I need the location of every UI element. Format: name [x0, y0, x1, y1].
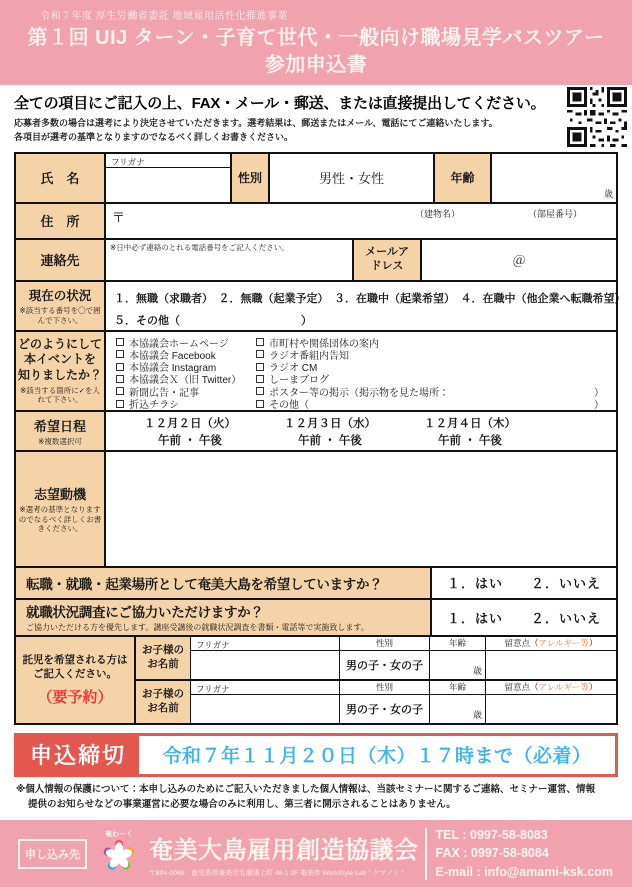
organization-block — [149, 830, 419, 877]
child-name-input[interactable] — [191, 695, 339, 723]
row-address — [16, 202, 616, 238]
selection-note-1: 応募者多数の場合は選考により決定させていただきます。選考結果は、郵送またはメール、電話にてご連絡いたします。 — [14, 118, 498, 128]
address-input[interactable] — [106, 204, 616, 238]
checkbox-item[interactable]: ポスター等の掲示（掲示物を見た場所： ） — [256, 385, 610, 397]
status-options[interactable] — [106, 282, 626, 330]
name-cell — [106, 154, 230, 202]
selection-notes — [14, 117, 554, 145]
form-body — [0, 85, 632, 725]
child-name-input[interactable] — [191, 651, 339, 679]
child-age-label: 年齢 — [429, 637, 485, 650]
contact-info — [436, 826, 614, 880]
checkbox-item[interactable]: 本協議会ホームページ — [116, 336, 256, 348]
child-row-1 — [136, 637, 616, 679]
date-option[interactable]: １２月２日（火） 午前 ・ 午後 — [144, 417, 236, 448]
checkbox-item[interactable]: 新聞広告・記事 — [116, 385, 256, 397]
age-label: 年齢 — [433, 154, 490, 202]
checkbox-icon[interactable] — [256, 363, 264, 371]
child-grid — [191, 637, 616, 679]
room-number-label: （部屋番号） — [527, 208, 582, 219]
deadline-label: 申込締切 — [17, 736, 139, 774]
row-motivation — [16, 450, 616, 566]
row-how-found — [16, 330, 616, 410]
child-notes-label: 留意点（ アレルギー等 ） — [485, 681, 616, 694]
checkbox-icon[interactable] — [116, 338, 124, 346]
how-found-col1 — [116, 336, 256, 412]
status-note: ※該当する番号を〇で囲んで下さい。 — [19, 306, 101, 325]
question-survey-note: ご協力いただける方を優先します。講座受講後の就職状況調査を書類・電話等で実施致します。 — [26, 623, 369, 633]
age-input[interactable] — [490, 154, 616, 202]
checkbox-icon[interactable] — [116, 350, 124, 358]
flower-logo-icon — [102, 839, 136, 873]
child-furigana-label: フリガナ — [196, 683, 230, 694]
logo-brand-label: 奄わーく — [105, 831, 133, 838]
checkbox-icon[interactable] — [256, 350, 264, 358]
qr-code — [567, 87, 627, 147]
how-found-options — [106, 332, 616, 410]
row-name — [16, 154, 616, 202]
row-question-survey — [16, 598, 616, 635]
deadline-value: 令和７年１１月２０日（木）１７時まで（必着） — [162, 746, 592, 768]
motivation-note: ※選考の基準となりますのでなるべく詳しくお書きください。 — [18, 504, 102, 534]
child-body-strip — [191, 695, 616, 723]
child-name-label: お子様の お名前 — [136, 681, 191, 723]
header-banner — [0, 0, 632, 85]
child-body-strip — [191, 651, 616, 679]
form-table — [14, 152, 626, 725]
date-option[interactable]: １２月４日（木） 午前 ・ 午後 — [424, 417, 516, 448]
gender-label: 性別 — [230, 154, 268, 202]
checkbox-icon[interactable] — [116, 387, 124, 395]
row-contact — [16, 238, 616, 280]
organization-name: 奄美大島雇用創造協議会 — [149, 837, 419, 864]
question-survey-label: 就職状況調査にご協力いただけますか？ ご協力いただける方を優先します。講座受講後の就職状況調査を書類・電話等で実施致します。 — [16, 600, 432, 635]
question-amami-label: 転職・就職・起業場所として奄美大島を希望していますか？ — [16, 568, 432, 598]
address-label: 住 所 — [16, 204, 106, 238]
schedule-label: 希望日程 ※複数選択可 — [16, 412, 106, 450]
email-label: メールア ドレス — [352, 240, 420, 280]
program-subtitle: 令和７年度 厚生労働省委託 地域雇用活性化推進事業 — [40, 11, 289, 22]
how-found-label: どのようにして 本イベントを 知りましたか？ ※該当する箇所に✓を入れて下さい。 — [16, 332, 106, 410]
child-row-2 — [136, 679, 616, 723]
schedule-options — [106, 412, 616, 450]
footer-divider — [425, 828, 427, 880]
checkbox-item[interactable]: その他（ ） — [256, 397, 610, 409]
status-label: 現在の状況 ※該当する番号を〇で囲んで下さい。 — [16, 282, 106, 330]
email-address: E-mail : info@amami-ksk.com — [435, 864, 614, 879]
checkbox-item[interactable]: ラジオ番組内告知 — [256, 348, 610, 360]
postal-mark: 〒 — [112, 209, 126, 225]
logo-block — [93, 829, 145, 878]
name-label: 氏 名 — [16, 154, 106, 202]
checkbox-item[interactable]: しーまブログ — [256, 373, 610, 385]
fax-number: FAX : 0997-58-8084 — [435, 846, 549, 861]
checkbox-item[interactable]: 本協議会 Instagram — [116, 360, 256, 372]
contact-label: 連絡先 — [16, 240, 106, 280]
child-age-input[interactable]: 歳 — [429, 651, 485, 679]
date-option[interactable]: １２月３日（水） 午前 ・ 午後 — [284, 417, 376, 448]
gender-options[interactable]: 男性・女性 — [268, 154, 433, 202]
row-question-amami — [16, 566, 616, 598]
status-options-line2: ５．その他（ ） — [114, 314, 312, 327]
question-survey-answer[interactable]: １．はい ２．いいえ — [446, 610, 601, 626]
checkbox-item[interactable]: 本協議会Ｘ（旧 Twitter） — [116, 373, 256, 385]
phone-note: ※日中必ず連絡のとれる電話番号をご記入ください。 — [110, 242, 289, 252]
childcare-rows — [136, 637, 616, 723]
motivation-input[interactable] — [106, 452, 616, 566]
age-unit: 歳 — [603, 188, 613, 199]
checkbox-item[interactable]: 折込チラシ — [116, 397, 256, 409]
selection-note-2: 各項目が選考の基準となりますのでなるべく詳しくお書きください。 — [14, 131, 294, 142]
checkbox-icon[interactable] — [256, 400, 264, 408]
checkbox-item[interactable]: 本協議会 Facebook — [116, 348, 256, 360]
checkbox-icon[interactable] — [256, 387, 264, 395]
child-notes-label: 留意点（ アレルギー等 ） — [485, 637, 616, 650]
child-furigana-label: フリガナ — [196, 639, 230, 650]
organization-address: 〒894-0068 鹿児島県奄美市名瀬浦上町 48-1 2F 奄美市 WorkStyle Lab ” クマノミ ” — [149, 870, 404, 877]
page-title — [0, 25, 632, 79]
child-notes-input[interactable] — [485, 695, 616, 723]
name-input[interactable] — [106, 168, 230, 202]
page-title-line1: 第１回 UIJ ターン・子育て世代・一般向け職場見学バスツアー — [27, 27, 605, 49]
child-grid — [191, 681, 616, 723]
page-title-line2: 参加申込書 — [264, 54, 368, 76]
checkbox-icon[interactable] — [256, 375, 264, 383]
status-options-line1: １．無職（求職者） ２．無職（起業予定） ３．在職中（起業希望） ４．在職中（他企業へ転職希望） — [114, 292, 626, 305]
child-header-strip — [191, 637, 616, 651]
privacy-line2: 提供のお知らせなどの事業運営に必要な場合のみに利用し、第三者に開示されることはありません。 — [28, 798, 456, 810]
child-gender-options[interactable]: 男の子・女の子 — [339, 651, 429, 679]
footer-banner — [0, 820, 632, 887]
child-header-strip — [191, 681, 616, 695]
checkbox-item[interactable]: ラジオ CM — [256, 360, 610, 372]
child-age-input[interactable]: 歳 — [429, 695, 485, 723]
how-found-note: ※該当する箇所に✓を入れて下さい。 — [19, 385, 101, 405]
row-childcare — [16, 635, 616, 723]
tel-number: TEL : 0997-58-8083 — [435, 828, 548, 843]
furigana-label: フリガナ — [106, 154, 230, 168]
apply-to-badge: 申し込み先 — [18, 839, 87, 869]
phone-input[interactable] — [106, 240, 352, 280]
schedule-note: ※複数選択可 — [38, 436, 82, 446]
checkbox-icon[interactable] — [116, 375, 124, 383]
child-name-label: お子様の お名前 — [136, 637, 191, 679]
child-notes-input[interactable] — [485, 651, 616, 679]
how-found-col2 — [256, 336, 610, 412]
checkbox-icon[interactable] — [116, 400, 124, 408]
deadline-banner — [14, 733, 618, 777]
at-sign: ＠ — [512, 253, 526, 269]
privacy-note — [16, 783, 616, 812]
submission-instruction: 全ての項目にご記入の上、FAX・メール・郵送、または直接提出してください。 — [14, 95, 546, 112]
checkbox-icon[interactable] — [256, 338, 264, 346]
row-current-status — [16, 280, 626, 330]
email-input[interactable] — [420, 240, 616, 280]
child-gender-options[interactable]: 男の子・女の子 — [339, 695, 429, 723]
question-amami-answer[interactable]: １．はい ２．いいえ — [446, 576, 601, 592]
checkbox-icon[interactable] — [116, 363, 124, 371]
child-gender-label: 性別 — [339, 637, 429, 650]
child-age-label: 年齢 — [429, 681, 485, 694]
child-gender-label: 性別 — [339, 681, 429, 694]
checkbox-item[interactable]: 市町村や関係団体の案内 — [256, 336, 610, 348]
privacy-line1: ※個人情報の保護について：本申し込みのためにご記入いただきました個人情報は、当該セミナーに関するご連絡、セミナー運営、情報 — [16, 783, 596, 795]
row-schedule — [16, 410, 616, 450]
childcare-label: 託児を希望される方は ご記入ください。 （要予約） — [16, 637, 136, 723]
reservation-required-label: （要予約） — [37, 689, 113, 707]
motivation-label: 志望動機 ※選考の基準となりますのでなるべく詳しくお書きください。 — [16, 452, 106, 566]
building-name-label: （建物名） — [414, 208, 460, 219]
